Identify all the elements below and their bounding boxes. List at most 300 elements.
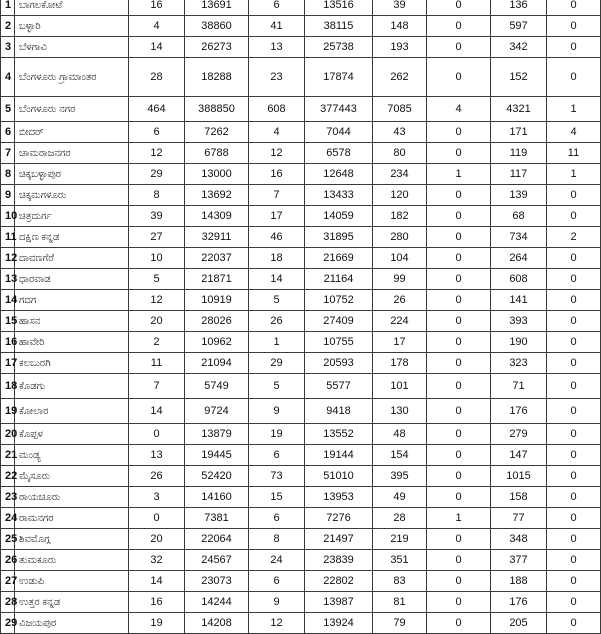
- column-5-cell: 8: [249, 529, 305, 550]
- table-row: [1, 550, 601, 571]
- column-8-cell: 0: [427, 0, 491, 16]
- column-10-cell: 0: [547, 248, 601, 269]
- serial-number-cell: 6: [1, 122, 15, 143]
- column-5-cell: 26: [249, 311, 305, 332]
- column-10-cell: 0: [547, 424, 601, 445]
- serial-number-cell: 13: [1, 269, 15, 290]
- column-5-cell: 608: [249, 97, 305, 122]
- column-5-cell: 6: [249, 0, 305, 16]
- district-name-cell: ಧಾರವಾಡ: [15, 269, 129, 290]
- column-8-cell: 0: [427, 143, 491, 164]
- column-4-cell: 7381: [185, 508, 249, 529]
- table-row: [1, 592, 601, 613]
- column-9-cell: 377: [491, 550, 547, 571]
- serial-number-cell: 14: [1, 290, 15, 311]
- column-3-cell: 13: [129, 445, 185, 466]
- column-5-cell: 14: [249, 269, 305, 290]
- column-4-cell: 9724: [185, 399, 249, 424]
- column-8-cell: 0: [427, 374, 491, 399]
- column-3-cell: 12: [129, 143, 185, 164]
- district-name-cell: ಉಡುಪಿ: [15, 571, 129, 592]
- district-name-cell: ರಾಯಚೂರು: [15, 487, 129, 508]
- column-7-cell: 224: [373, 311, 427, 332]
- column-9-cell: 608: [491, 269, 547, 290]
- column-6-cell: 13552: [305, 424, 373, 445]
- column-6-cell: 38115: [305, 16, 373, 37]
- column-8-cell: 0: [427, 487, 491, 508]
- column-3-cell: 27: [129, 227, 185, 248]
- column-6-cell: 13953: [305, 487, 373, 508]
- column-9-cell: 4321: [491, 97, 547, 122]
- serial-number-cell: 27: [1, 571, 15, 592]
- district-name-cell: ವಿಜಯಪುರ: [15, 613, 129, 634]
- table-row: [1, 487, 601, 508]
- column-7-cell: 104: [373, 248, 427, 269]
- column-6-cell: 20593: [305, 353, 373, 374]
- column-8-cell: 0: [427, 550, 491, 571]
- column-5-cell: 16: [249, 164, 305, 185]
- table-row: [1, 37, 601, 58]
- column-7-cell: 7085: [373, 97, 427, 122]
- column-4-cell: 14160: [185, 487, 249, 508]
- column-3-cell: 0: [129, 508, 185, 529]
- serial-number-cell: 21: [1, 445, 15, 466]
- column-7-cell: 48: [373, 424, 427, 445]
- column-8-cell: 0: [427, 16, 491, 37]
- column-5-cell: 7: [249, 185, 305, 206]
- serial-number-cell: 12: [1, 248, 15, 269]
- district-name-cell: ಚಿಕ್ಕಮಗಳೂರು: [15, 185, 129, 206]
- table-row: [1, 143, 601, 164]
- column-3-cell: 6: [129, 122, 185, 143]
- column-10-cell: 0: [547, 487, 601, 508]
- column-8-cell: 0: [427, 290, 491, 311]
- column-10-cell: 0: [547, 353, 601, 374]
- column-6-cell: 27409: [305, 311, 373, 332]
- column-7-cell: 83: [373, 571, 427, 592]
- column-5-cell: 73: [249, 466, 305, 487]
- column-3-cell: 16: [129, 0, 185, 16]
- table-row: [1, 613, 601, 634]
- table-row: [1, 374, 601, 399]
- table-row: [1, 227, 601, 248]
- column-7-cell: 81: [373, 592, 427, 613]
- column-4-cell: 14244: [185, 592, 249, 613]
- table-row: [1, 185, 601, 206]
- column-7-cell: 101: [373, 374, 427, 399]
- column-9-cell: 152: [491, 58, 547, 97]
- district-name-cell: ತುಮಕೂರು: [15, 550, 129, 571]
- column-4-cell: 23073: [185, 571, 249, 592]
- column-5-cell: 46: [249, 227, 305, 248]
- table-row: [1, 399, 601, 424]
- district-name-cell: ಬಾಗಲಕೋಟೆ: [15, 0, 129, 16]
- column-6-cell: 13516: [305, 0, 373, 16]
- column-10-cell: 0: [547, 613, 601, 634]
- serial-number-cell: 5: [1, 97, 15, 122]
- serial-number-cell: 19: [1, 399, 15, 424]
- column-10-cell: 0: [547, 16, 601, 37]
- district-name-cell: ಕೊಡಗು: [15, 374, 129, 399]
- table-row: [1, 248, 601, 269]
- table-row: [1, 164, 601, 185]
- column-9-cell: 190: [491, 332, 547, 353]
- column-9-cell: 348: [491, 529, 547, 550]
- column-5-cell: 6: [249, 508, 305, 529]
- column-5-cell: 19: [249, 424, 305, 445]
- column-7-cell: 120: [373, 185, 427, 206]
- column-8-cell: 0: [427, 58, 491, 97]
- column-9-cell: 188: [491, 571, 547, 592]
- column-6-cell: 25738: [305, 37, 373, 58]
- table-row: [1, 571, 601, 592]
- column-5-cell: 15: [249, 487, 305, 508]
- table-row: [1, 58, 601, 97]
- column-9-cell: 176: [491, 399, 547, 424]
- column-4-cell: 7262: [185, 122, 249, 143]
- district-name-cell: ಉತ್ತರ ಕನ್ನಡ: [15, 592, 129, 613]
- column-6-cell: 14059: [305, 206, 373, 227]
- column-3-cell: 14: [129, 399, 185, 424]
- column-7-cell: 43: [373, 122, 427, 143]
- column-7-cell: 49: [373, 487, 427, 508]
- table-row: [1, 311, 601, 332]
- column-7-cell: 39: [373, 0, 427, 16]
- district-name-cell: ಬಳ್ಳಾರಿ: [15, 16, 129, 37]
- column-6-cell: 17874: [305, 58, 373, 97]
- column-3-cell: 0: [129, 424, 185, 445]
- table-row: [1, 529, 601, 550]
- column-5-cell: 41: [249, 16, 305, 37]
- column-10-cell: 0: [547, 508, 601, 529]
- district-name-cell: ರಾಮನಗರ: [15, 508, 129, 529]
- column-10-cell: 2: [547, 227, 601, 248]
- district-name-cell: ಶಿವಮೊಗ್ಗ: [15, 529, 129, 550]
- column-3-cell: 8: [129, 185, 185, 206]
- column-8-cell: 0: [427, 227, 491, 248]
- column-5-cell: 6: [249, 571, 305, 592]
- column-4-cell: 13691: [185, 0, 249, 16]
- column-8-cell: 0: [427, 424, 491, 445]
- column-3-cell: 39: [129, 206, 185, 227]
- column-6-cell: 10752: [305, 290, 373, 311]
- column-6-cell: 19144: [305, 445, 373, 466]
- column-9-cell: 597: [491, 16, 547, 37]
- column-6-cell: 21164: [305, 269, 373, 290]
- column-10-cell: 0: [547, 58, 601, 97]
- column-3-cell: 32: [129, 550, 185, 571]
- table-row: [1, 0, 601, 16]
- column-10-cell: 11: [547, 143, 601, 164]
- column-6-cell: 23839: [305, 550, 373, 571]
- column-7-cell: 219: [373, 529, 427, 550]
- column-9-cell: 117: [491, 164, 547, 185]
- serial-number-cell: 22: [1, 466, 15, 487]
- serial-number-cell: 16: [1, 332, 15, 353]
- column-8-cell: 0: [427, 269, 491, 290]
- table-body: [1, 0, 601, 634]
- district-name-cell: ಹಾವೇರಿ: [15, 332, 129, 353]
- column-8-cell: 0: [427, 311, 491, 332]
- column-10-cell: 0: [547, 550, 601, 571]
- column-5-cell: 12: [249, 613, 305, 634]
- serial-number-cell: 7: [1, 143, 15, 164]
- column-4-cell: 6788: [185, 143, 249, 164]
- column-8-cell: 0: [427, 37, 491, 58]
- district-name-cell: ಬೀದರ್: [15, 122, 129, 143]
- column-5-cell: 23: [249, 58, 305, 97]
- column-6-cell: 5577: [305, 374, 373, 399]
- column-4-cell: 10962: [185, 332, 249, 353]
- column-10-cell: 4: [547, 122, 601, 143]
- column-10-cell: 0: [547, 311, 601, 332]
- column-10-cell: 0: [547, 290, 601, 311]
- column-6-cell: 51010: [305, 466, 373, 487]
- column-8-cell: 0: [427, 466, 491, 487]
- column-8-cell: 1: [427, 508, 491, 529]
- column-7-cell: 99: [373, 269, 427, 290]
- column-7-cell: 351: [373, 550, 427, 571]
- column-3-cell: 5: [129, 269, 185, 290]
- column-9-cell: 279: [491, 424, 547, 445]
- column-9-cell: 734: [491, 227, 547, 248]
- column-5-cell: 5: [249, 374, 305, 399]
- column-3-cell: 14: [129, 37, 185, 58]
- column-7-cell: 178: [373, 353, 427, 374]
- column-8-cell: 4: [427, 97, 491, 122]
- column-4-cell: 26273: [185, 37, 249, 58]
- column-5-cell: 18: [249, 248, 305, 269]
- column-8-cell: 0: [427, 529, 491, 550]
- column-6-cell: 22802: [305, 571, 373, 592]
- column-10-cell: 0: [547, 37, 601, 58]
- column-7-cell: 262: [373, 58, 427, 97]
- column-3-cell: 28: [129, 58, 185, 97]
- column-8-cell: 0: [427, 571, 491, 592]
- column-4-cell: 32911: [185, 227, 249, 248]
- column-6-cell: 21497: [305, 529, 373, 550]
- district-name-cell: ಬೆಂಗಳೂರು ಗ್ರಾಮಾಂತರ: [15, 58, 129, 97]
- column-6-cell: 13987: [305, 592, 373, 613]
- serial-number-cell: 10: [1, 206, 15, 227]
- column-4-cell: 13692: [185, 185, 249, 206]
- serial-number-cell: 1: [1, 0, 15, 16]
- table-row: [1, 353, 601, 374]
- column-7-cell: 395: [373, 466, 427, 487]
- district-name-cell: ಕೊಪ್ಪಳ: [15, 424, 129, 445]
- column-5-cell: 17: [249, 206, 305, 227]
- column-7-cell: 130: [373, 399, 427, 424]
- column-10-cell: 0: [547, 206, 601, 227]
- column-6-cell: 7044: [305, 122, 373, 143]
- column-8-cell: 1: [427, 164, 491, 185]
- serial-number-cell: 15: [1, 311, 15, 332]
- column-3-cell: 26: [129, 466, 185, 487]
- column-3-cell: 464: [129, 97, 185, 122]
- column-6-cell: 12648: [305, 164, 373, 185]
- column-7-cell: 193: [373, 37, 427, 58]
- column-7-cell: 28: [373, 508, 427, 529]
- column-4-cell: 13879: [185, 424, 249, 445]
- serial-number-cell: 4: [1, 58, 15, 97]
- column-9-cell: 342: [491, 37, 547, 58]
- column-10-cell: 0: [547, 445, 601, 466]
- district-name-cell: ಬೆಂಗಳೂರು ನಗರ: [15, 97, 129, 122]
- table-row: [1, 16, 601, 37]
- column-4-cell: 5749: [185, 374, 249, 399]
- column-7-cell: 148: [373, 16, 427, 37]
- serial-number-cell: 20: [1, 424, 15, 445]
- column-9-cell: 68: [491, 206, 547, 227]
- column-3-cell: 12: [129, 290, 185, 311]
- column-10-cell: 1: [547, 97, 601, 122]
- column-10-cell: 0: [547, 332, 601, 353]
- district-name-cell: ಚಿಕ್ಕಬಳ್ಳಾಪುರ: [15, 164, 129, 185]
- column-9-cell: 139: [491, 185, 547, 206]
- column-8-cell: 0: [427, 185, 491, 206]
- column-9-cell: 147: [491, 445, 547, 466]
- column-9-cell: 176: [491, 592, 547, 613]
- column-7-cell: 26: [373, 290, 427, 311]
- column-6-cell: 10755: [305, 332, 373, 353]
- column-4-cell: 10919: [185, 290, 249, 311]
- column-10-cell: 0: [547, 466, 601, 487]
- district-name-cell: ಮೈಸೂರು: [15, 466, 129, 487]
- column-8-cell: 0: [427, 122, 491, 143]
- district-name-cell: ಹಾಸನ: [15, 311, 129, 332]
- column-4-cell: 21871: [185, 269, 249, 290]
- column-10-cell: 0: [547, 374, 601, 399]
- serial-number-cell: 17: [1, 353, 15, 374]
- column-5-cell: 6: [249, 445, 305, 466]
- column-10-cell: 1: [547, 164, 601, 185]
- column-10-cell: 0: [547, 269, 601, 290]
- column-6-cell: 7276: [305, 508, 373, 529]
- column-5-cell: 13: [249, 37, 305, 58]
- column-9-cell: 141: [491, 290, 547, 311]
- table-row: [1, 466, 601, 487]
- column-6-cell: 9418: [305, 399, 373, 424]
- table-row: [1, 424, 601, 445]
- column-9-cell: 264: [491, 248, 547, 269]
- table-row: [1, 97, 601, 122]
- column-7-cell: 182: [373, 206, 427, 227]
- column-5-cell: 4: [249, 122, 305, 143]
- column-4-cell: 19445: [185, 445, 249, 466]
- column-9-cell: 77: [491, 508, 547, 529]
- column-4-cell: 52420: [185, 466, 249, 487]
- serial-number-cell: 2: [1, 16, 15, 37]
- column-4-cell: 21094: [185, 353, 249, 374]
- column-10-cell: 0: [547, 185, 601, 206]
- column-4-cell: 14309: [185, 206, 249, 227]
- column-9-cell: 119: [491, 143, 547, 164]
- column-6-cell: 6578: [305, 143, 373, 164]
- column-5-cell: 24: [249, 550, 305, 571]
- column-3-cell: 29: [129, 164, 185, 185]
- column-4-cell: 388850: [185, 97, 249, 122]
- column-3-cell: 20: [129, 529, 185, 550]
- column-8-cell: 0: [427, 206, 491, 227]
- column-8-cell: 0: [427, 613, 491, 634]
- column-10-cell: 0: [547, 571, 601, 592]
- column-8-cell: 0: [427, 353, 491, 374]
- table-row: [1, 445, 601, 466]
- column-9-cell: 171: [491, 122, 547, 143]
- serial-number-cell: 23: [1, 487, 15, 508]
- table-row: [1, 332, 601, 353]
- column-3-cell: 11: [129, 353, 185, 374]
- column-7-cell: 280: [373, 227, 427, 248]
- column-7-cell: 79: [373, 613, 427, 634]
- district-name-cell: ಬೆಳಗಾವಿ: [15, 37, 129, 58]
- column-3-cell: 4: [129, 16, 185, 37]
- district-name-cell: ಚಿತ್ರದುರ್ಗ: [15, 206, 129, 227]
- column-5-cell: 5: [249, 290, 305, 311]
- serial-number-cell: 3: [1, 37, 15, 58]
- column-6-cell: 21669: [305, 248, 373, 269]
- table-row: [1, 122, 601, 143]
- serial-number-cell: 8: [1, 164, 15, 185]
- column-3-cell: 20: [129, 311, 185, 332]
- serial-number-cell: 28: [1, 592, 15, 613]
- serial-number-cell: 26: [1, 550, 15, 571]
- column-10-cell: 0: [547, 592, 601, 613]
- column-9-cell: 323: [491, 353, 547, 374]
- column-9-cell: 71: [491, 374, 547, 399]
- district-name-cell: ಕಲಬುರಗಿ: [15, 353, 129, 374]
- column-3-cell: 19: [129, 613, 185, 634]
- table-row: [1, 508, 601, 529]
- column-10-cell: 0: [547, 399, 601, 424]
- column-4-cell: 24567: [185, 550, 249, 571]
- column-9-cell: 1015: [491, 466, 547, 487]
- column-10-cell: 0: [547, 0, 601, 16]
- column-3-cell: 16: [129, 592, 185, 613]
- column-5-cell: 9: [249, 592, 305, 613]
- table-row: [1, 206, 601, 227]
- column-8-cell: 0: [427, 592, 491, 613]
- column-6-cell: 13924: [305, 613, 373, 634]
- column-9-cell: 393: [491, 311, 547, 332]
- column-6-cell: 31895: [305, 227, 373, 248]
- column-9-cell: 158: [491, 487, 547, 508]
- table-row: [1, 290, 601, 311]
- column-3-cell: 14: [129, 571, 185, 592]
- column-8-cell: 0: [427, 445, 491, 466]
- column-3-cell: 10: [129, 248, 185, 269]
- district-name-cell: ಕೋಲಾರ: [15, 399, 129, 424]
- column-4-cell: 14208: [185, 613, 249, 634]
- district-name-cell: ಗದಗ: [15, 290, 129, 311]
- serial-number-cell: 9: [1, 185, 15, 206]
- column-4-cell: 18288: [185, 58, 249, 97]
- column-4-cell: 13000: [185, 164, 249, 185]
- serial-number-cell: 18: [1, 374, 15, 399]
- column-8-cell: 0: [427, 332, 491, 353]
- serial-number-cell: 11: [1, 227, 15, 248]
- column-8-cell: 0: [427, 399, 491, 424]
- column-3-cell: 2: [129, 332, 185, 353]
- column-5-cell: 29: [249, 353, 305, 374]
- serial-number-cell: 24: [1, 508, 15, 529]
- column-9-cell: 136: [491, 0, 547, 16]
- column-7-cell: 234: [373, 164, 427, 185]
- district-name-cell: ದಕ್ಷಿಣ ಕನ್ನಡ: [15, 227, 129, 248]
- column-4-cell: 28026: [185, 311, 249, 332]
- column-4-cell: 22064: [185, 529, 249, 550]
- column-3-cell: 7: [129, 374, 185, 399]
